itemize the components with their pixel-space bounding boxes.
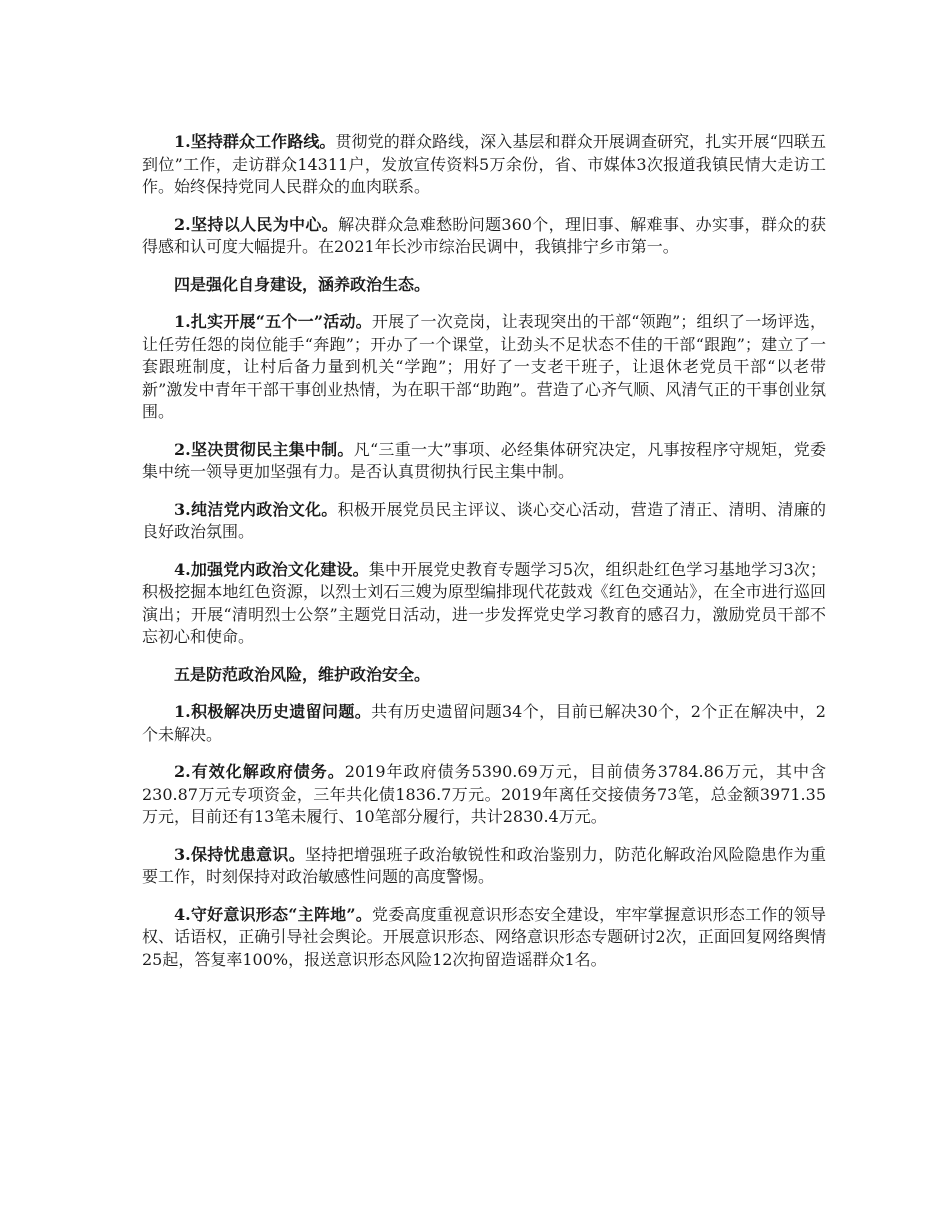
paragraph-body: 2019年政府债务5390.69万元，目前债务3784.86万元，其中含230.87万元专项资金，三年共化债1836.7万元。2019年离任交接债务73笔，总金额3971.35万元，目前还有13笔未履行、10笔部分履行，共计2830.4万元。: [142, 762, 826, 826]
paragraph-political-culture: [142, 499, 826, 544]
paragraph-government-debt: [142, 761, 826, 829]
paragraph-lead: 3.纯洁党内政治文化。: [174, 499, 338, 519]
paragraph-lead: 1.积极解决历史遗留问题。: [174, 702, 372, 721]
paragraph-lead: 4.守好意识形态“主阵地”。: [174, 904, 372, 924]
paragraph-democratic-centralism: [142, 439, 826, 484]
paragraph-body: 开展了一次竞岗，让表现突出的干部“领跑”；组织了一场评选，让任劳任怨的岗位能手“奔跑”；开办了一个课堂，让劲头不足状态不佳的干部“跟跑”；建立了一套跟班制度，让村后备力量到机关“学跑”；用好了一支老干班子，让退休老党员干部“以老带新”激发中青年干部干事创业热情，为在职干部“助跑”。营造了心齐气顺、风清气正的干事创业氛围。: [142, 312, 826, 421]
paragraph-body: 共有历史遗留问题34个，目前已解决30个，2个正在解决中，2个未解决。: [142, 702, 826, 744]
paragraph-lead: 2.坚持以人民为中心。: [174, 214, 339, 234]
section-heading-5: 五是防范政治风险，维护政治安全。: [174, 664, 431, 684]
paragraph-body: 积极开展党员民主评议、谈心交心活动，营造了清正、清明、清廉的良好政治氛围。: [142, 499, 826, 541]
paragraph-body: 集中开展党史教育专题学习5次，组织赴红色学习基地学习3次；积极挖掘本地红色资源，以烈士刘石三嫂为原型编排现代花鼓戏《红色交通站》，在全市进行巡回演出；开展“清明烈士公祭”主题党日活动，进一步发挥党史学习教育的感召力，激励党员干部不忘初心和使命。: [142, 559, 826, 646]
paragraph-lead: 2.有效化解政府债务。: [174, 762, 345, 781]
paragraph-body: 贯彻党的群众路线，深入基层和群众开展调查研究，扎实开展“四联五到位”工作，走访群众14311户，发放宣传资料5万余份，省、市媒体3次报道我镇民情大走访工作。始终保持党同人民群众的血肉联系。: [142, 132, 826, 196]
section-heading-4: 四是强化自身建设，涵养政治生态。: [174, 274, 431, 294]
paragraph-lead: 1.坚持群众工作路线。: [174, 132, 336, 151]
paragraph-legacy-issues: [142, 701, 826, 746]
paragraph-lead: 4.加强党内政治文化建设。: [174, 559, 369, 579]
paragraph-mass-line: [142, 131, 826, 199]
paragraph-lead: 1.扎实开展“五个一”活动。: [174, 312, 372, 331]
paragraph-body: 坚持把增强班子政治敏锐性和政治鉴别力，防范化解政治风险隐患作为重要工作，时刻保持对政治敏感性问题的高度警惕。: [142, 844, 826, 886]
paragraph-risk-awareness: [142, 844, 826, 889]
paragraph-lead: 3.保持忧患意识。: [174, 844, 306, 864]
paragraph-culture-building: [142, 559, 826, 649]
document-page: [142, 131, 826, 986]
paragraph-lead: 2.坚决贯彻民主集中制。: [174, 439, 354, 459]
paragraph-body: 凡“三重一大”事项、必经集体研究决定，凡事按程序守规矩，党委集中统一领导更加坚强有力。是否认真贯彻执行民主集中制。: [142, 439, 826, 481]
paragraph-five-ones: [142, 311, 826, 424]
paragraph-people-centered: [142, 214, 826, 259]
paragraph-ideology: [142, 904, 826, 972]
paragraph-body: 解决群众急难愁盼问题360个，理旧事、解难事、办实事，群众的获得感和认可度大幅提升。在2021年长沙市综治民调中，我镇排宁乡市第一。: [142, 214, 826, 256]
paragraph-body: 党委高度重视意识形态安全建设，牢牢掌握意识形态工作的领导权、话语权，正确引导社会舆论。开展意识形态、网络意识形态专题研讨2次，正面回复网络舆情25起，答复率100%，报送意识形态风险12次拘留造谣群众1名。: [142, 904, 826, 969]
